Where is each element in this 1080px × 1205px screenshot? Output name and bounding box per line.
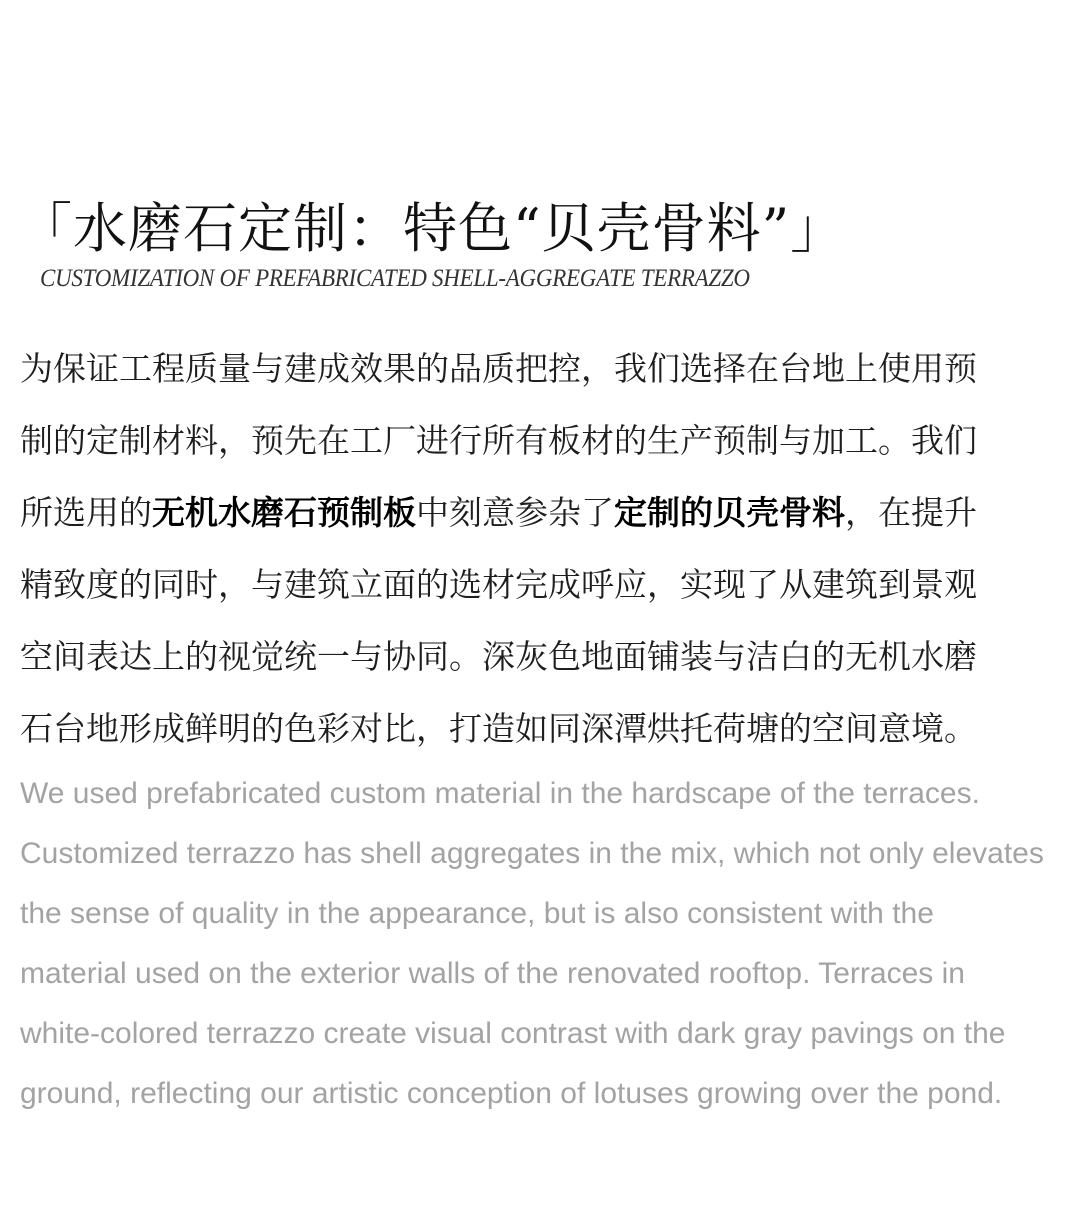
english-paragraph [20,764,1065,1124]
cn-line-3-text-e: ，在提升 [845,493,977,532]
cn-line-3 [20,477,1065,549]
en-line-2: Customized terrazzo has shell aggregates in the mix, which not only elevates [20,837,1044,870]
cn-line-1: 为保证工程质量与建成效果的品质把控，我们选择在台地上使用预 [20,349,977,388]
cn-line-6: 石台地形成鲜明的色彩对比，打造如同深潭烘托荷塘的空间意境。 [20,709,977,748]
highlight-terrazzo-panel: 无机水磨石预制板 [152,493,416,532]
en-line-6: ground, reflecting our artistic conception of lotuses growing over the pond. [20,1077,1003,1110]
cn-line-3-text-a: 所选用的 [20,493,152,532]
cn-line-5: 空间表达上的视觉统一与协同。深灰色地面铺装与洁白的无机水磨 [20,637,977,676]
section-subtitle: CUSTOMIZATION OF PREFABRICATED SHELL-AGGREGATE TERRAZZO [40,265,750,292]
cn-line-4: 精致度的同时，与建筑立面的选材完成呼应，实现了从建筑到景观 [20,565,977,604]
chinese-paragraph [20,333,1065,765]
cn-line-3-text-c: 中刻意参杂了 [416,493,614,532]
en-line-4: material used on the exterior walls of the renovated rooftop. Terraces in [20,957,965,990]
en-line-1: We used prefabricated custom material in the hardscape of the terraces. [20,777,980,810]
highlight-shell-aggregate: 定制的贝壳骨料 [614,493,845,532]
cn-line-2: 制的定制材料，预先在工厂进行所有板材的生产预制与加工。我们 [20,421,977,460]
section-title: 「水磨石定制：特色“贝壳骨料”」 [18,197,846,260]
en-line-3: the sense of quality in the appearance, but is also consistent with the [20,897,934,930]
en-line-5: white-colored terrazzo create visual contrast with dark gray pavings on the [20,1017,1006,1050]
